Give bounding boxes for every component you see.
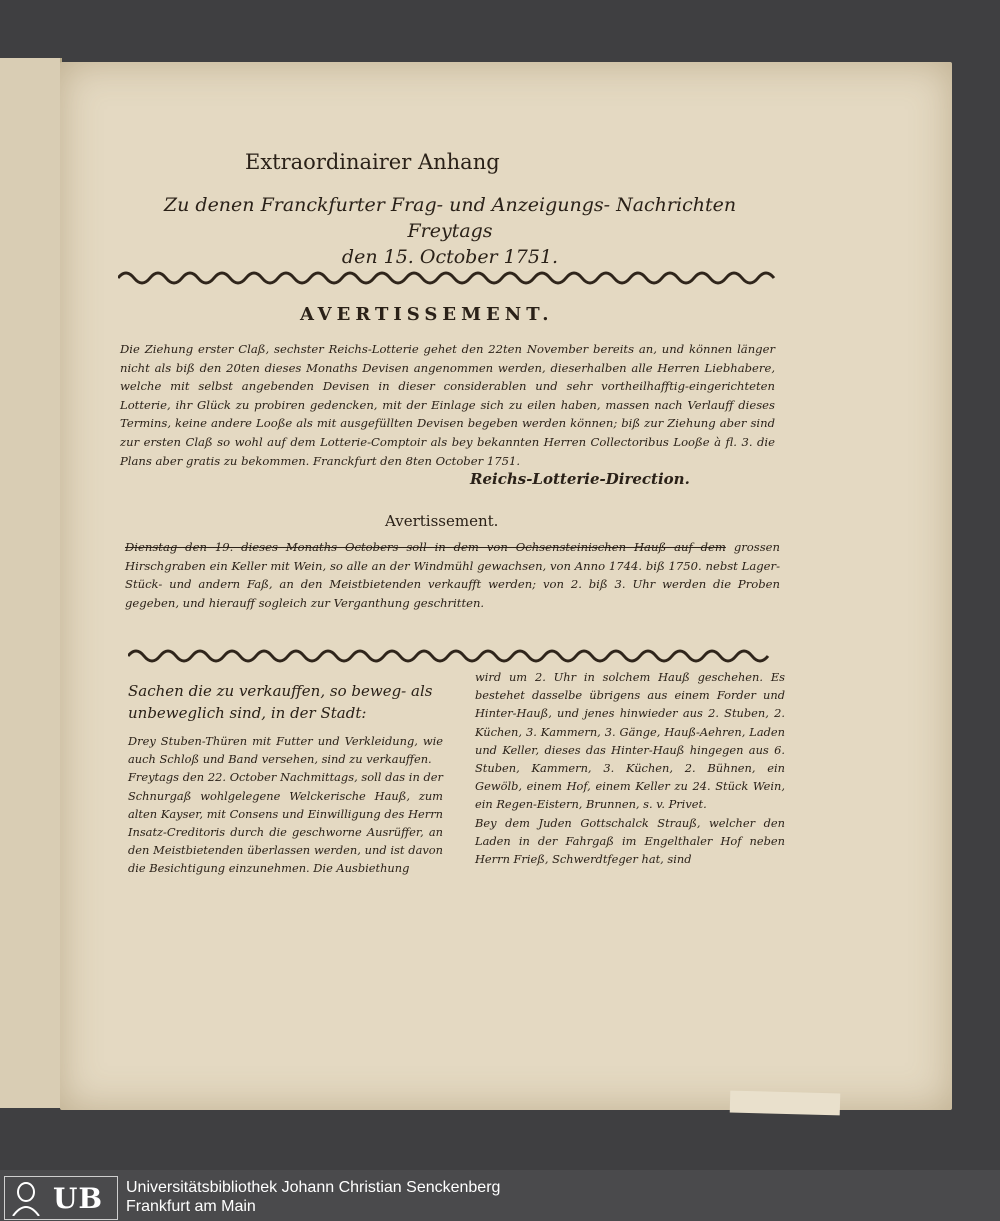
- subtitle-line-1: Zu denen Franckfurter Frag- und Anzeigungs- Nachrichten Freytags: [163, 194, 737, 242]
- section1-heading: AVERTISSEMENT.: [300, 304, 554, 325]
- document-subtitle: [140, 192, 760, 270]
- section3-right-paragraph-1: wird um 2. Uhr in solchem Hauß geschehen. Es bestehet dasselbe übrigens aus einem Forder und Hinter-Hauß, und jenes hinwieder aus 2. Stuben, 2. Küchen, 3. Kammern, 3. Gänge, Hauß-Aehren, Laden und Keller, dieses das Hinter-Hauß hingegen aus 6. Stuben, Kammern, 3. Küchen, 2. Bühnen, ein Gewölb, einem Hof, einem Keller zu 24. Stück Wein, ein Regen-Eistern, Brunnen, s. v. Privet.: [475, 670, 785, 812]
- senckenberg-portrait-icon: [5, 1178, 47, 1218]
- section3-right-paragraph-2: Bey dem Juden Gottschalck Strauß, welcher den Laden in der Fahrgaß im Engelthaler Hof neben Herrn Frieß, Schwerdtfeger hat, sind: [475, 815, 785, 867]
- column-left: [128, 680, 443, 878]
- paper-strip: [730, 1091, 841, 1116]
- logo-text: UB: [53, 1181, 104, 1215]
- section3-heading: Sachen die zu verkauffen, so beweg- als unbeweglich sind, in der Stadt:: [128, 682, 433, 722]
- section2-body: grossen Hirschgraben ein Keller mit Wein, so alle an der Windmühl gewachsen, von Anno 1744. biß 1750. nebst Lager-Stück- und andern Faß, an den Meistbietenden verkaufft werden; von 2. biß 3. Uhr werden die Proben gegeben, und hierauff sogleich zur Verganthung geschritten.: [125, 540, 780, 610]
- section2-text: [125, 538, 780, 612]
- ub-logo[interactable]: [4, 1176, 118, 1220]
- left-page-edge: [0, 58, 62, 1108]
- section2-struck-line: Dienstag den 19. dieses Monaths Octobers soll in dem von Ochsensteinischen Hauß auf dem: [125, 540, 726, 554]
- institution-name: [126, 1178, 500, 1216]
- subtitle-line-2: den 15. October 1751.: [341, 246, 559, 268]
- ornament-divider-1: [118, 266, 778, 290]
- column-right: [475, 668, 785, 868]
- section1-signature: Reichs-Lotterie-Direction.: [470, 470, 690, 488]
- section3-left-paragraph-1: Drey Stuben-Thüren mit Futter und Verkleidung, wie auch Schloß und Band versehen, sind zu verkauffen.: [128, 734, 443, 767]
- ornament-divider-2: [128, 644, 780, 668]
- institution-line-1: Universitätsbibliothek Johann Christian Senckenberg: [126, 1179, 501, 1196]
- section3-left-paragraph-2: Freytags den 22. October Nachmittags, soll das in der Schnurgaß wohlgelegene Welckerische Hauß, zum alten Kayser, mit Consens und Einwilligung des Herrn Insatz-Creditoris durch die geschworne Ausrüffer, an den Meistbietenden überlassen werden, und ist davon die Besichtigung einzunehmen. Die Ausbiethung: [128, 770, 443, 876]
- section1-body: Die Ziehung erster Claß, sechster Reichs-Lotterie gehet den 22ten November bereits an, und können länger nicht als biß den 20ten dieses Monaths Devisen angenommen werden, dieserhalben alle Herren Liebhabere, welche mit selbst angebenden Devisen in dieser considerablen und sehr vortheilhafftig-eingerichteten Lotterie, ihr Glück zu probiren gedencken, mit der Einlage sich zu eilen haben, massen nach Verlauff dieses Termins, keine andere Looße als mit ausgefüllten Devisen begeben werden können; biß zur Ziehung aber sind zur ersten Claß so wohl auf dem Lotterie-Comptoir als bey bekannten Herren Collectoribus Looße à fl. 3. die Plans aber gratis zu bekommen. Franckfurt den 8ten October 1751.: [120, 342, 775, 468]
- section2-heading: Avertissement.: [385, 512, 499, 530]
- institution-line-2: Frankfurt am Main: [126, 1198, 256, 1215]
- document-title: Extraordinairer Anhang: [245, 150, 500, 174]
